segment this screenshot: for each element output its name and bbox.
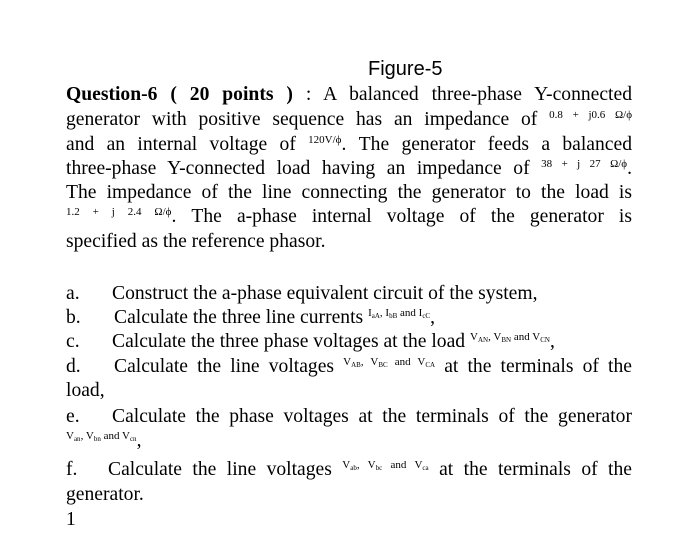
question-line-6 (66, 205, 632, 231)
item-b-text: Calculate the three line currents (114, 307, 364, 328)
item-c-end: , (549, 331, 555, 352)
question-line-7: specified as the reference phasor. (66, 231, 326, 252)
page-number: 1 (66, 509, 76, 530)
item-a-marker: a. (66, 283, 80, 304)
question-title: Question-6 ( 20 points ) (66, 84, 293, 105)
question-line-1-text: : A balanced three-phase Y-connected (305, 84, 632, 105)
question-line-3 (66, 133, 632, 159)
item-e (66, 405, 632, 429)
item-e-text: Calculate the phase voltages at the terminals of the generator (112, 406, 632, 427)
item-f-lead (66, 459, 332, 480)
question-line-2-text: generator with positive sequence has an impedance of (66, 109, 538, 130)
generator-phase-voltage-symbols: Van, Vbn and Vcn (66, 430, 137, 443)
item-d-after: at the terminals of the (444, 356, 632, 377)
generator-impedance: 0.8 + j0.6 Ω/ϕ (549, 109, 632, 121)
question-line-3-text-b: . The generator feeds a balanced (341, 134, 632, 155)
item-b-marker: b. (66, 307, 81, 328)
load-line-voltage-symbols: VAB, VBC and VCA (343, 356, 436, 369)
item-e-marker: e. (66, 406, 80, 427)
item-f-text: Calculate the line voltages (108, 459, 332, 480)
question-line-4-text: three-phase Y-connected load having an impedance of (66, 158, 530, 179)
figure-label: Figure-5 (368, 58, 443, 80)
load-impedance: 38 + j 27 Ω/ϕ (541, 158, 628, 170)
question-line-3-text-a: and an internal voltage of (66, 134, 296, 155)
question-line-4-end: . (627, 158, 632, 179)
item-b-end: , (430, 307, 435, 328)
question-line-1 (66, 83, 632, 107)
item-c-marker: c. (66, 331, 80, 352)
generator-line-voltage-symbols: Vab, Vbc and Vca (342, 459, 429, 472)
question-line-4 (66, 157, 632, 183)
item-c-text: Calculate the three phase voltages at the load (112, 331, 466, 352)
question-line-5: The impedance of the line connecting the generator to the load is (66, 182, 632, 203)
question-line-6-text: . The a-phase internal voltage of the generator is (171, 206, 632, 227)
item-f-after: at the terminals of the (439, 459, 632, 480)
item-d-marker: d. (66, 356, 81, 377)
item-f-marker: f. (66, 459, 78, 480)
line-impedance: 1.2 + j 2.4 Ω/ϕ (66, 206, 172, 218)
item-d-lead (66, 356, 334, 377)
item-e-end: , (136, 430, 142, 451)
item-e-continuation (66, 429, 632, 458)
item-f-continuation: generator. (66, 484, 144, 505)
question-line-3-group (308, 134, 632, 155)
question-line-6-group (66, 206, 632, 227)
question-line-4-group (541, 158, 632, 179)
item-a-text: Construct the a-phase equivalent circuit of the system, (112, 283, 538, 304)
item-a (66, 282, 632, 306)
line-currents-symbols: IaA, IbB and IcC (368, 307, 431, 320)
internal-voltage: 120V/ϕ (308, 134, 342, 146)
item-d-continuation: load, (66, 380, 105, 401)
item-e-lead (66, 406, 632, 427)
load-phase-voltage-symbols: VAN, VBN and VCN (470, 331, 550, 344)
question-line-2 (66, 108, 632, 134)
item-d-text: Calculate the line voltages (114, 356, 335, 377)
